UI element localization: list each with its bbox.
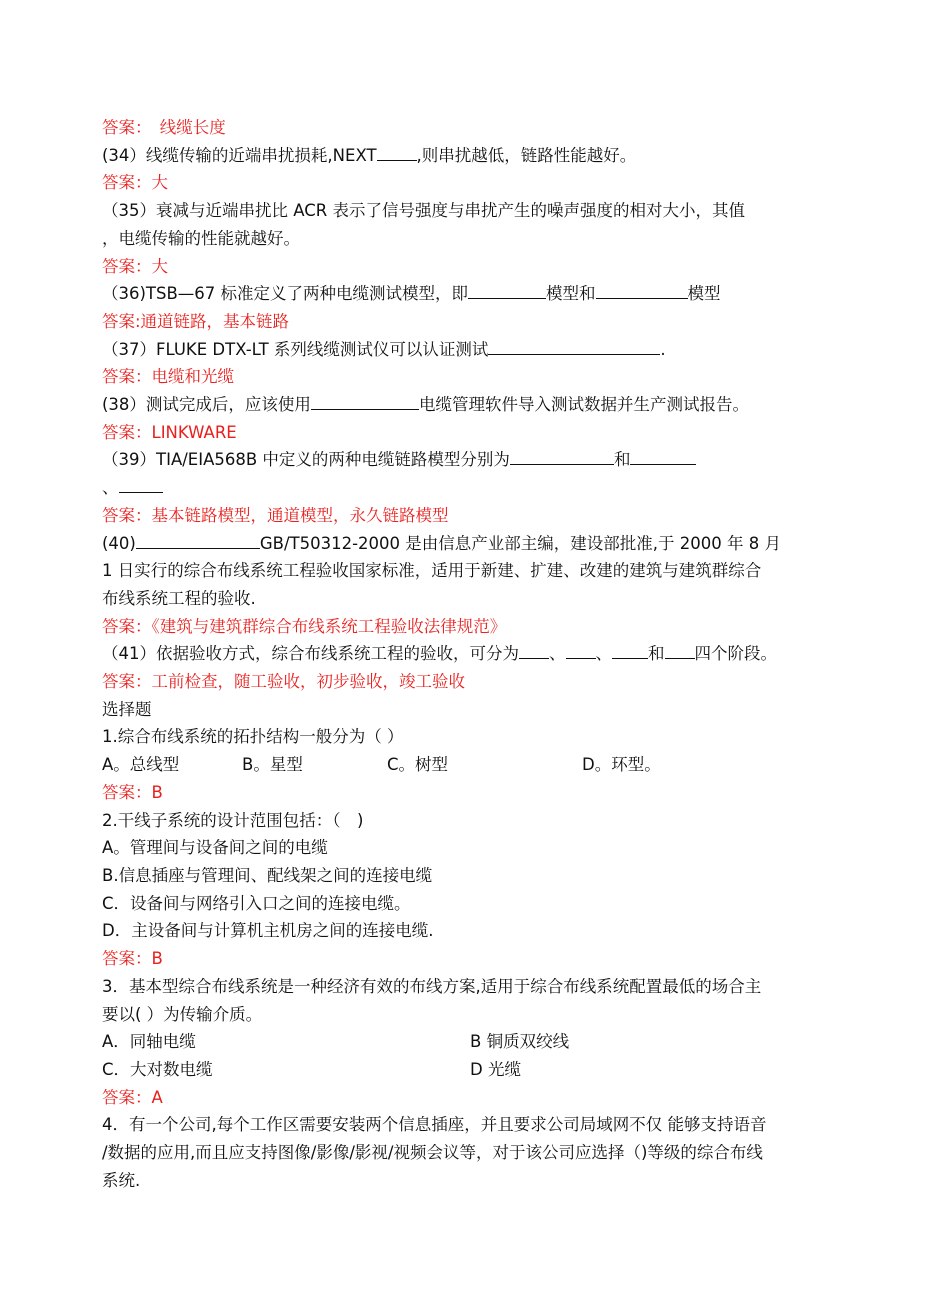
- answer-37: 答案：电缆和光缆: [102, 367, 234, 387]
- blank: [630, 449, 696, 465]
- choice-3-options-cd: [102, 1056, 852, 1084]
- answer-39: 答案：基本链路模型，通道模型，永久链路模型: [102, 505, 449, 525]
- blank: [596, 283, 688, 299]
- answer-c1: 答案：B: [102, 782, 163, 802]
- blank: [119, 477, 163, 493]
- choice-2-question: 2.干线子系统的设计范围包括：（ ): [102, 810, 364, 830]
- blank: [468, 283, 546, 299]
- question-40-line1: (40) GB/T50312-2000 是由信息产业部主编，建设部批准,于 2000 年 8 月: [102, 533, 782, 553]
- question-38: (38）测试完成后，应该使用 电缆管理软件导入测试数据并生产测试报告。: [102, 395, 749, 415]
- answer-38: 答案：LINKWARE: [102, 422, 237, 442]
- option-d: D。环型。: [582, 755, 661, 775]
- option-b: B.信息插座与管理间、配线架之间的连接电缆: [102, 865, 433, 885]
- option-b: B。星型: [242, 755, 303, 775]
- blank: [377, 145, 417, 161]
- question-39-line2: 、: [102, 474, 852, 502]
- blank: [311, 394, 419, 410]
- answer-c2: 答案：B: [102, 949, 163, 969]
- blank: [665, 643, 695, 659]
- answer-c3: 答案：A: [102, 1087, 163, 1107]
- question-41: （41）依据验收方式，综合布线系统工程的验收，可分为 、 、 和 四个阶段。: [102, 644, 777, 664]
- option-b: B 铜质双绞线: [470, 1032, 570, 1052]
- answer-34: 答案：大: [102, 173, 168, 193]
- option-c: C．设备间与网络引入口之间的连接电缆。: [102, 893, 411, 913]
- option-a: A。总线型: [102, 755, 180, 775]
- answer-40: 答案：《建筑与建筑群综合布线系统工程验收法律规范》: [102, 616, 507, 636]
- option-d: D 光缆: [470, 1059, 521, 1079]
- blank: [519, 643, 549, 659]
- question-36: （36)TSB—67 标准定义了两种电缆测试模型，即 模型和 模型: [102, 284, 721, 304]
- option-c: C．大对数电缆: [102, 1059, 213, 1079]
- question-40-line3: 布线系统工程的验收.: [102, 588, 256, 608]
- blank: [566, 643, 596, 659]
- blank: [510, 449, 614, 465]
- choice-3-options-ab: [102, 1028, 852, 1056]
- option-a: A．同轴电缆: [102, 1032, 196, 1052]
- question-34: (34）线缆传输的近端串扰损耗,NEXT ,则串扰越低，链路性能越好。: [102, 145, 637, 165]
- choice-3-line1: 3．基本型综合布线系统是一种经济有效的布线方案,适用于综合布线系统配置最低的场合主: [102, 976, 762, 996]
- choice-4-line2: /数据的应用,而且应支持图像/影像/影视/视频会议等，对于该公司应选择（)等级的综合布线: [102, 1143, 763, 1163]
- question-35-line2: ，电缆传输的性能就越好。: [102, 228, 300, 248]
- choice-4-line3: 系统.: [102, 1170, 141, 1190]
- section-heading: 选择题: [102, 699, 152, 719]
- choice-4-line1: 4．有一个公司,每个工作区需要安装两个信息插座，并且要求公司局域网不仅 能够支持语音: [102, 1115, 767, 1135]
- option-c: C。树型: [387, 755, 449, 775]
- option-a: A。管理间与设备间之间的电缆: [102, 838, 328, 858]
- answer-41: 答案：工前检查，随工验收，初步验收，竣工验收: [102, 672, 465, 692]
- blank: [612, 643, 648, 659]
- blank: [136, 533, 260, 549]
- question-35-line1: （35）衰减与近端串扰比 ACR 表示了信号强度与串扰产生的噪声强度的相对大小，其值: [102, 201, 745, 221]
- choice-1-question: 1.综合布线系统的拓扑结构一般分为（ ）: [102, 727, 404, 747]
- answer-35: 答案：大: [102, 256, 168, 276]
- document-page: [102, 114, 852, 1194]
- answer-prev: 答案： 线缆长度: [102, 118, 226, 137]
- blank: [488, 339, 660, 355]
- option-d: D．主设备间与计算机主机房之间的连接电缆.: [102, 921, 434, 941]
- answer-36: 答案:通道链路，基本链路: [102, 311, 290, 331]
- choice-1-options: [102, 751, 852, 779]
- question-37: （37）FLUKE DTX-LT 系列线缆测试仪可以认证测试 .: [102, 339, 666, 359]
- choice-3-line2: 要以( ）为传输介质。: [102, 1004, 263, 1024]
- question-40-line2: 1 日实行的综合布线系统工程验收国家标准，适用于新建、扩建、改建的建筑与建筑群综合: [102, 561, 762, 581]
- question-39-line1: （39）TIA/EIA568B 中定义的两种电缆链路模型分别为 和: [102, 446, 852, 474]
